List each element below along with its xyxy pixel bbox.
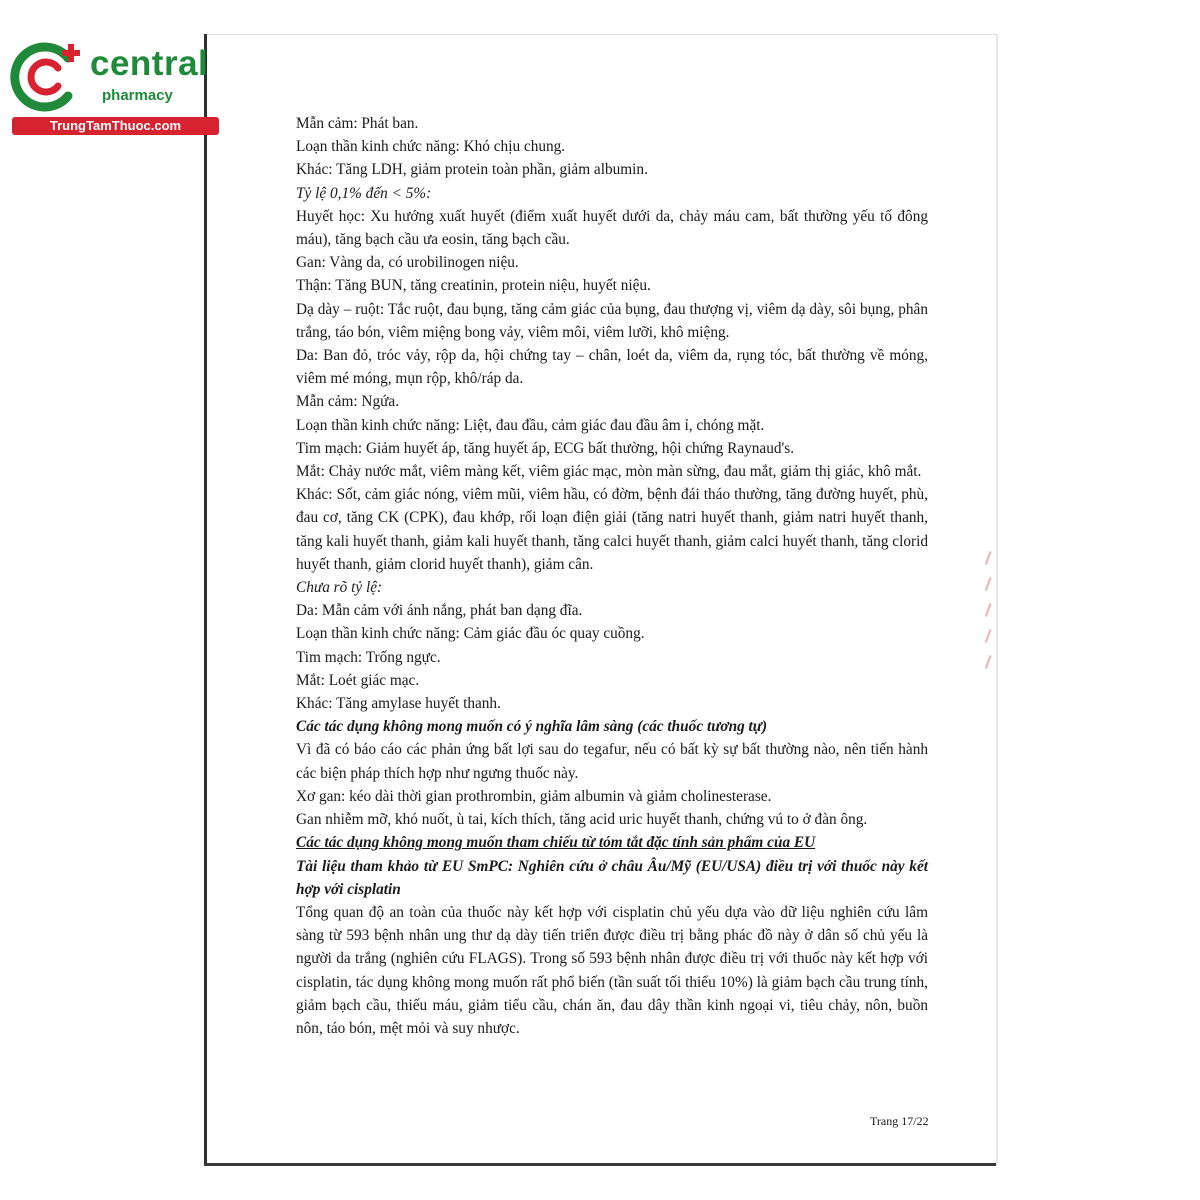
paragraph: Loạn thần kinh chức năng: Liệt, đau đầu, cảm giác đau đầu âm ỉ, chóng mặt.	[296, 416, 765, 434]
paragraph: Gan nhiễm mỡ, khó nuốt, ù tai, kích thích, tăng acid uric huyết thanh, chứng vú to ở đàn ông.	[296, 811, 868, 829]
paragraph: Gan: Vàng da, có urobilinogen niệu.	[296, 254, 519, 272]
paragraph: Mẫn cảm: Phát ban.	[296, 115, 419, 132]
paragraph: Da: Mẫn cảm với ánh nắng, phát ban dạng đĩa.	[296, 602, 583, 620]
paragraph: Khác: Sốt, cảm giác nóng, viêm mũi, viêm hầu, có đờm, bệnh đái tháo thường, tăng đường huyết, phù, đau cơ, tăng CK (CPK), đau khớp, rối loạn điện giải (tăng natri huyết thanh, giảm natri huyết thanh, tăng kali huyết thanh, giảm kali huyết thanh, tăng calci huyết thanh, giảm calci huyết thanh, tăng clorid huyết thanh, giảm clorid huyết thanh), giảm cân.	[296, 486, 928, 573]
section-heading: Các tác dụng không mong muốn tham chiếu từ tóm tắt đặc tính sản phẩm của EU	[296, 834, 816, 852]
logo-url-banner: TrungTamThuoc.com	[12, 117, 219, 135]
paragraph: Loạn thần kinh chức năng: Khó chịu chung.	[296, 138, 566, 156]
paragraph: Xơ gan: kéo dài thời gian prothrombin, giảm albumin và giảm cholinesterase.	[296, 787, 772, 805]
margin-stamp-marks	[984, 552, 998, 682]
paragraph: Tim mạch: Giảm huyết áp, tăng huyết áp, ECG bất thường, hội chứng Raynaud's.	[296, 439, 795, 457]
paragraph: Tổng quan độ an toàn của thuốc này kết hợp với cisplatin chủ yếu dựa vào dữ liệu nghiên cứu lâm sàng từ 593 bệnh nhân ung thư dạ dày tiến triển được điều trị bằng phác đồ này ở dân số chủ yếu là người da trắng (nghiên cứu FLAGS). Trong số 593 bệnh nhân được điều trị với thuốc này kết hợp với cisplatin, tác dụng không mong muốn rất phổ biến (tần suất tối thiểu 10%) là giảm bạch cầu trung tính, giảm bạch cầu, thiếu máu, giảm tiểu cầu, chán ăn, đau dây thần kinh ngoại vi, tiêu chảy, nôn, buồn nôn, táo bón, mệt mỏi và suy nhược.	[296, 903, 928, 1037]
page-number: Trang 17/22	[870, 1114, 929, 1128]
section-heading: Chưa rõ tỷ lệ:	[296, 579, 383, 597]
paragraph: Mắt: Chảy nước mắt, viêm màng kết, viêm giác mạc, mòn màn sừng, đau mắt, giảm thị giác, khô mắt.	[296, 463, 922, 481]
section-heading: Các tác dụng không mong muốn có ý nghĩa lâm sàng (các thuốc tương tự)	[296, 718, 768, 736]
central-pharmacy-logo	[10, 38, 215, 138]
paragraph: Mẫn cảm: Ngứa.	[296, 393, 400, 411]
scan-bottom-edge	[204, 1163, 996, 1166]
paragraph: Vì đã có báo cáo các phản ứng bất lợi sau do tegafur, nếu có bất kỳ sự bất thường nào, nên tiến hành các biện pháp thích hợp như ngưng thuốc này.	[296, 741, 928, 782]
paragraph: Khác: Tăng LDH, giảm protein toàn phần, giảm albumin.	[296, 161, 648, 179]
section-heading: Tài liệu tham khảo từ EU SmPC: Nghiên cứu ở châu Âu/Mỹ (EU/USA) điều trị với thuốc này kết hợp với cisplatin	[296, 857, 928, 898]
logo-wordmark: central	[90, 44, 209, 83]
paragraph: Loạn thần kinh chức năng: Cảm giác đầu óc quay cuồng.	[296, 625, 645, 643]
paragraph: Dạ dày – ruột: Tắc ruột, đau bụng, tăng cảm giác của bụng, đau thượng vị, viêm dạ dày, sôi bụng, phân trắng, táo bón, viêm miệng bong vảy, viêm môi, viêm lưỡi, khô miệng.	[296, 300, 928, 341]
logo-subtitle: pharmacy	[102, 87, 173, 104]
paragraph: Tim mạch: Trống ngực.	[296, 648, 441, 666]
paragraph: Huyết học: Xu hướng xuất huyết (điểm xuất huyết dưới da, chảy máu cam, bất thường yếu tố đông máu), tăng bạch cầu ưa eosin, tăng bạch cầu.	[296, 207, 928, 249]
central-logo-icon	[10, 38, 90, 114]
document-body	[296, 112, 928, 1040]
scan-shadow-edge	[204, 34, 207, 1166]
paragraph: Khác: Tăng amylase huyết thanh.	[296, 695, 501, 713]
paragraph: Thận: Tăng BUN, tăng creatinin, protein niệu, huyết niệu.	[296, 277, 651, 295]
paragraph: Da: Ban đỏ, tróc vảy, rộp da, hội chứng tay – chân, loét da, viêm da, rụng tóc, bất thường về móng, viêm mé móng, mụn rộp, khô/ráp da.	[296, 347, 928, 388]
paragraph: Mắt: Loét giác mạc.	[296, 671, 420, 689]
section-heading: Tỷ lệ 0,1% đến < 5%:	[296, 184, 432, 202]
